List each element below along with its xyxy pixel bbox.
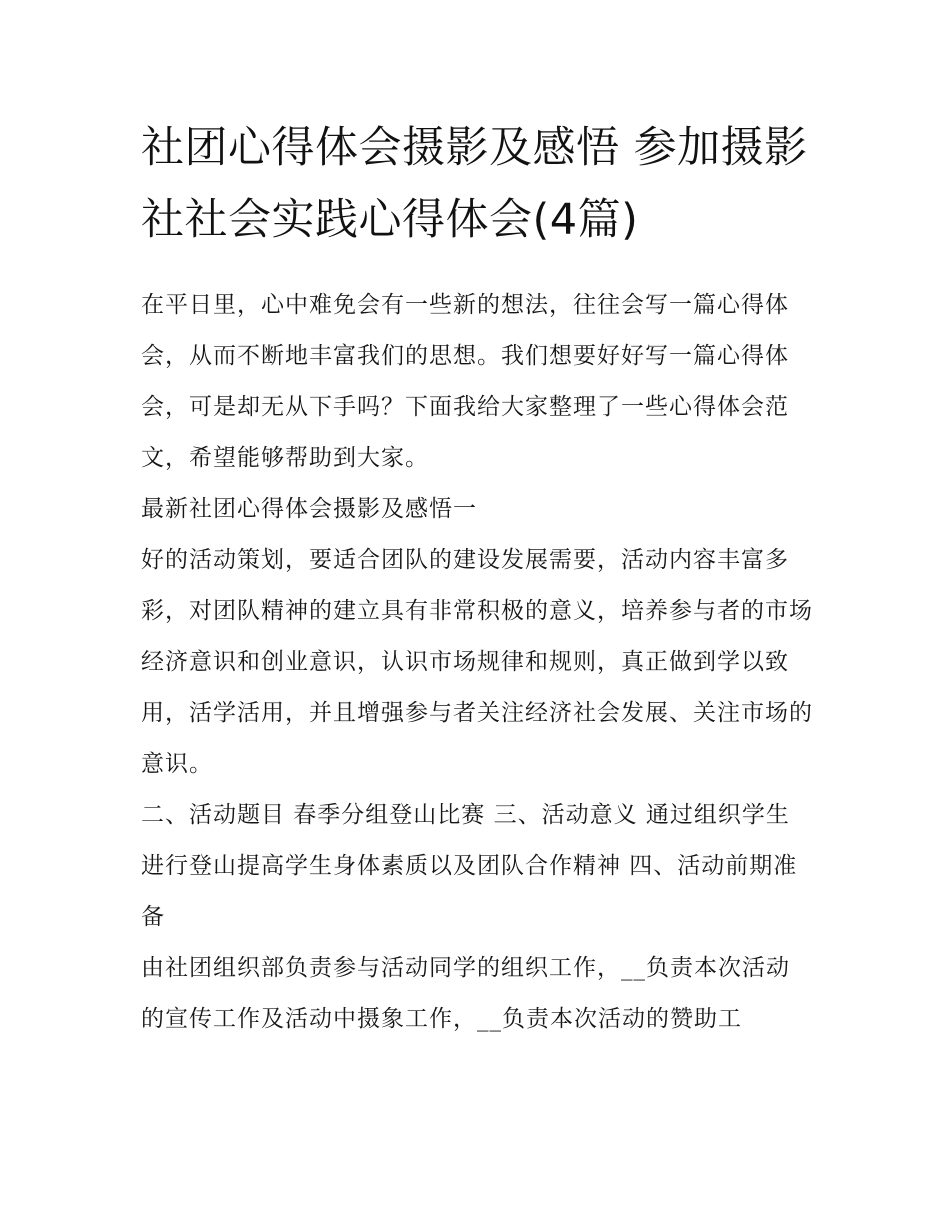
section-heading-1: 最新社团心得体会摄影及感悟一 bbox=[141, 496, 477, 522]
body-paragraph-1: 好的活动策划，要适合团队的建设发展需要，活动内容丰富多彩，对团队精神的建立具有非常积极的意义，培养参与者的市场经济意识和创业意识，认识市场规律和规则，真正做到学以致用，活学活用，并且增强参与者关注经济社会发展、关注市场的意识。 bbox=[141, 547, 813, 777]
document-title: 社团心得体会摄影及感悟 参加摄影社社会实践心得体会(4篇) bbox=[141, 123, 808, 245]
body-paragraph-3: 由社团组织部负责参与活动同学的组织工作，__负责本次活动的宣传工作及活动中摄象工作，__负责本次活动的赞助工 bbox=[141, 955, 790, 1032]
body-paragraph-2: 二、活动题目 春季分组登山比赛 三、活动意义 通过组织学生进行登山提高学生身体素质以及团队合作精神 四、活动前期准备 bbox=[141, 802, 798, 930]
document-body bbox=[141, 112, 813, 1045]
intro-paragraph: 在平日里，心中难免会有一些新的想法，往往会写一篇心得体会，从而不断地丰富我们的思想。我们想要好好写一篇心得体会，可是却无从下手吗？下面我给大家整理了一些心得体会范文，希望能够帮助到大家。 bbox=[141, 292, 789, 471]
